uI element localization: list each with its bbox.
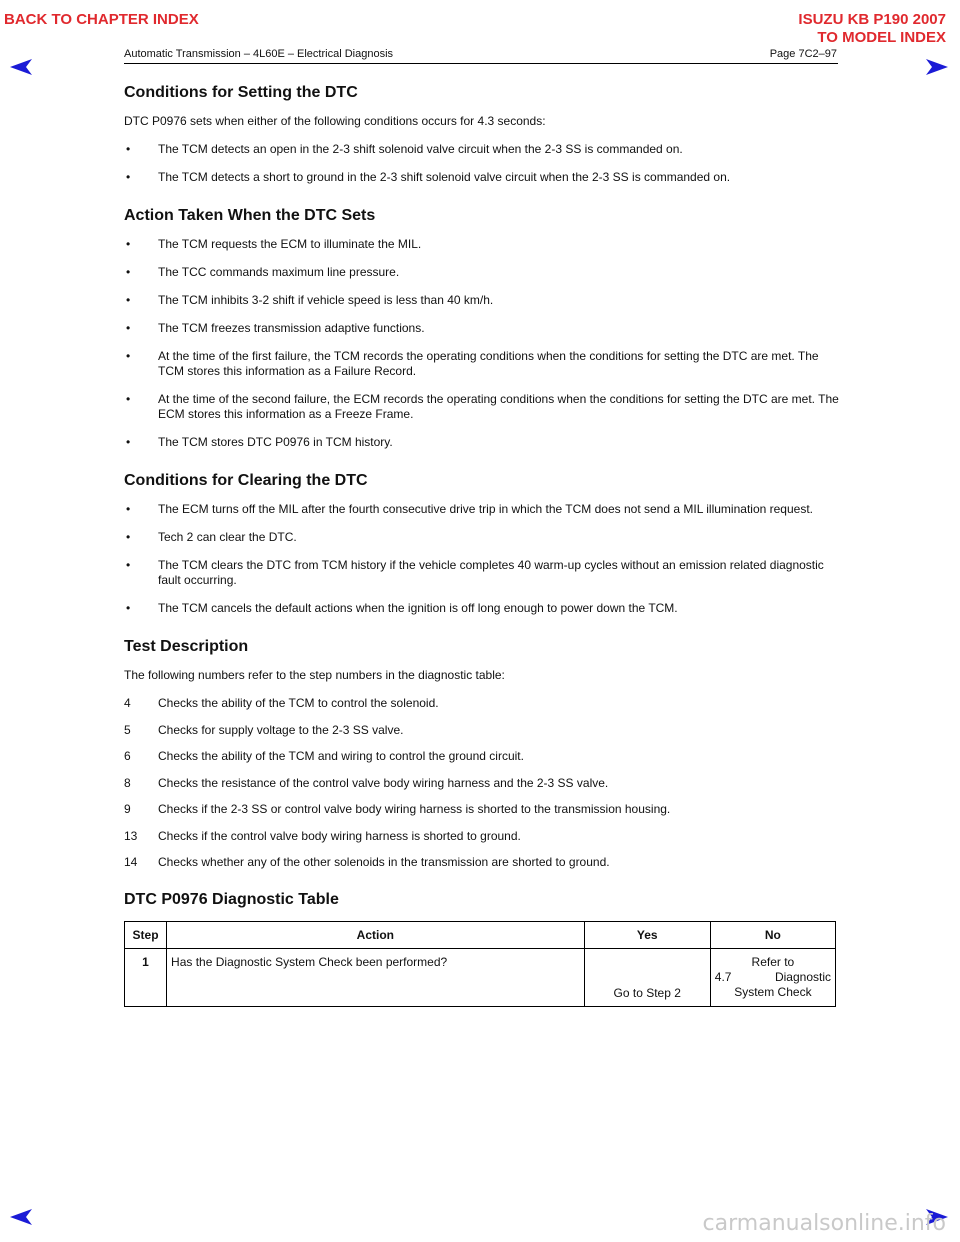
watermark: carmanualsonline.info: [702, 1211, 946, 1236]
section-title-table: DTC P0976 Diagnostic Table: [124, 891, 339, 908]
col-header-action: Action: [167, 922, 585, 949]
no-cell[interactable]: Refer to 4.7 Diagnostic System Check: [710, 949, 835, 1007]
list-item: • At the time of the first failure, the TCM records the operating conditions when the conditions for setting the DTC are met. The TCM stores this information as a Failure Record.: [126, 349, 819, 378]
to-model-index-link[interactable]: TO MODEL INDEX: [817, 29, 946, 46]
page-content: [124, 80, 840, 1007]
list-item: • The ECM turns off the MIL after the fourth consecutive drive trip in which the TCM does not send a MIL illumination request.: [126, 502, 813, 516]
header-right: Page 7C2–97: [769, 48, 837, 60]
left-arrow-icon[interactable]: [8, 57, 34, 77]
section-title-action: Action Taken When the DTC Sets: [124, 207, 376, 224]
section-title-clearing: Conditions for Clearing the DTC: [124, 472, 368, 489]
model-title: ISUZU KB P190 2007: [798, 11, 946, 28]
list-item: 5 Checks for supply voltage to the 2-3 SS valve.: [124, 722, 404, 737]
action-cell: Has the Diagnostic System Check been performed?: [167, 949, 585, 1007]
list-item: • The TCM detects a short to ground in the 2-3 shift solenoid valve circuit when the 2-3 SS is commanded on.: [126, 170, 731, 184]
test-intro: The following numbers refer to the step numbers in the diagnostic table:: [124, 668, 505, 682]
list-item: • Tech 2 can clear the DTC.: [126, 530, 297, 544]
col-header-step: Step: [125, 922, 167, 949]
col-header-yes: Yes: [584, 922, 710, 949]
left-arrow-icon[interactable]: [8, 1207, 34, 1227]
section-title-test: Test Description: [124, 638, 249, 655]
model-index-block[interactable]: [798, 11, 946, 47]
list-item: • At the time of the second failure, the ECM records the operating conditions when the conditions for setting the DTC are met. The ECM stores this information as a Freeze Frame.: [126, 392, 839, 421]
section-title-setting: Conditions for Setting the DTC: [124, 84, 358, 101]
right-arrow-icon[interactable]: [924, 57, 950, 77]
header-rule: [124, 63, 838, 64]
diagnostic-table: [124, 921, 836, 1007]
list-item: 4 Checks the ability of the TCM to control the solenoid.: [124, 696, 439, 710]
list-item: • The TCM stores DTC P0976 in TCM history.: [126, 435, 393, 449]
list-item: • The TCM freezes transmission adaptive functions.: [126, 321, 425, 335]
test-list: [124, 696, 840, 869]
setting-intro: DTC P0976 sets when either of the following conditions occurs for 4.3 seconds:: [124, 114, 546, 128]
list-item: • The TCM inhibits 3-2 shift if vehicle speed is less than 40 km/h.: [126, 293, 494, 307]
table-header-row: [125, 922, 836, 949]
list-item: 14 Checks whether any of the other solenoids in the transmission are shorted to ground.: [124, 855, 610, 869]
list-item: • The TCC commands maximum line pressure.: [126, 265, 400, 279]
list-item: • The TCM requests the ECM to illuminate the MIL.: [126, 237, 422, 251]
list-item: 9 Checks if the 2-3 SS or control valve body wiring harness is shorted to the transmission housing.: [124, 802, 671, 816]
list-item: • The TCM clears the DTC from TCM history if the vehicle completes 40 warm-up cycles without an emission related diagnostic fault occurring.: [126, 558, 824, 587]
table-row: [125, 949, 836, 1007]
list-item: • The TCM cancels the default actions when the ignition is off long enough to power down the TCM.: [126, 601, 678, 615]
col-header-no: No: [710, 922, 835, 949]
clearing-bullets: [124, 502, 840, 616]
yes-cell[interactable]: Go to Step 2: [584, 949, 710, 1007]
header-left: Automatic Transmission – 4L60E – Electrical Diagnosis: [124, 48, 394, 60]
setting-bullets: [124, 142, 840, 185]
step-cell: 1: [125, 949, 167, 1007]
back-to-chapter-index-link[interactable]: BACK TO CHAPTER INDEX: [4, 11, 199, 28]
list-item: • The TCM detects an open in the 2-3 shift solenoid valve circuit when the 2-3 SS is commanded on.: [126, 142, 683, 156]
list-item: 6 Checks the ability of the TCM and wiring to control the ground circuit.: [124, 749, 524, 763]
action-bullets: [124, 237, 840, 450]
list-item: 13 Checks if the control valve body wiring harness is shorted to ground.: [124, 828, 521, 843]
list-item: 8 Checks the resistance of the control valve body wiring harness and the 2-3 SS valve.: [124, 775, 609, 790]
